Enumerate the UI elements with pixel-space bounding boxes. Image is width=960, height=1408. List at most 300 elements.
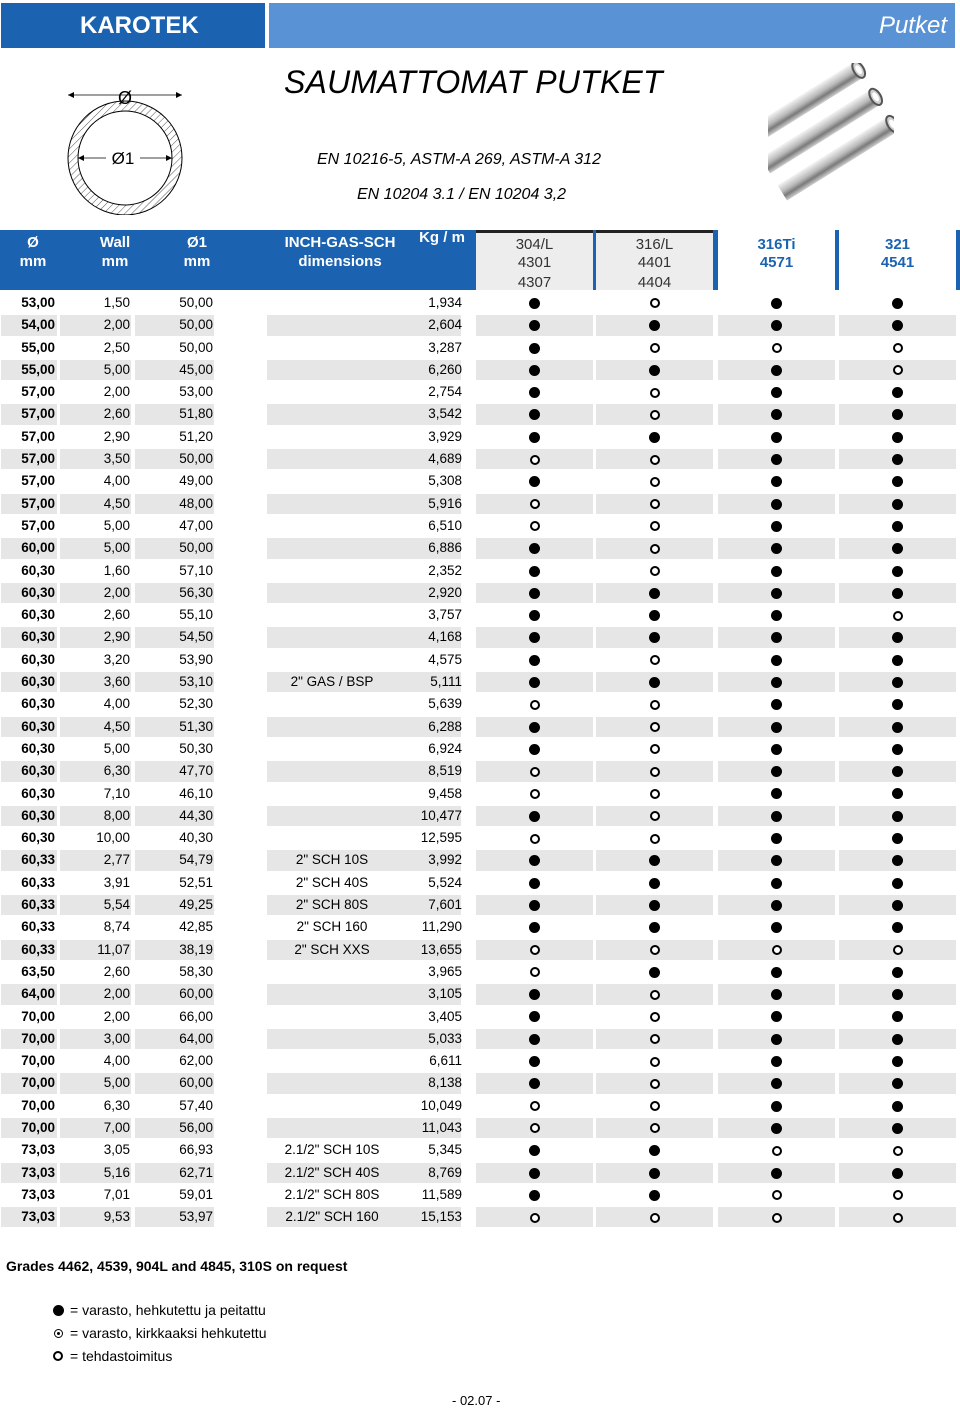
cell-weight: 10,049: [420, 1097, 462, 1113]
cell-availability-g1: [476, 1140, 593, 1160]
cell-inner-diameter: 62,71: [179, 1164, 213, 1180]
cell-outer-diameter: 60,30: [21, 584, 55, 600]
cell-outer-diameter: 60,30: [21, 629, 55, 645]
ring-dot-icon: [530, 700, 540, 710]
cell-availability-g4: [839, 940, 956, 960]
table-row: [0, 672, 960, 694]
cell-wall: 5,00: [103, 740, 130, 756]
cell-availability-g1: [476, 449, 593, 469]
cell-availability-g1: [476, 494, 593, 514]
cell-inch-dimension: [267, 471, 397, 491]
cell-inner-diameter: 64,00: [179, 1030, 213, 1046]
cell-availability-g2: [596, 850, 713, 870]
cell-wall: 8,74: [103, 919, 130, 935]
cell-wall: 3,20: [103, 651, 130, 667]
full-dot-icon: [649, 967, 660, 978]
col-inch: INCH-GAS-SCH dimensions: [284, 234, 396, 270]
cell-weight: 2,920: [428, 584, 462, 600]
cell-availability-g4: [839, 1118, 956, 1138]
cell-availability-g3: [718, 850, 835, 870]
cell-availability-g3: [718, 605, 835, 625]
ring-dot-icon: [772, 343, 782, 353]
cell-availability-g1: [476, 583, 593, 603]
full-dot-icon: [649, 677, 660, 688]
cell-availability-g3: [718, 873, 835, 893]
cell-weight: 4,575: [428, 651, 462, 667]
cell-wall: 2,60: [103, 406, 130, 422]
cell-outer-diameter: 60,30: [21, 785, 55, 801]
ring-dot-icon: [650, 1213, 660, 1223]
col-grade-321: 321 4541: [839, 230, 956, 290]
cell-availability-g2: [596, 605, 713, 625]
cell-weight: 2,352: [428, 562, 462, 578]
cell-weight: 6,611: [429, 1053, 462, 1069]
cell-availability-g3: [718, 449, 835, 469]
ring-dot-icon: [530, 945, 540, 955]
pipe-table-body: [0, 293, 960, 1229]
cell-availability-g4: [839, 717, 956, 737]
full-dot-icon: [529, 989, 540, 1000]
full-dot-icon: [892, 989, 903, 1000]
cell-weight: 5,524: [428, 874, 462, 890]
cell-availability-g2: [596, 1051, 713, 1071]
cell-availability-g2: [596, 360, 713, 380]
cell-availability-g2: [596, 1185, 713, 1205]
full-dot-icon: [771, 320, 782, 331]
cell-weight: 3,757: [428, 607, 462, 623]
cell-outer-diameter: 60,33: [21, 919, 55, 935]
cell-availability-g3: [718, 315, 835, 335]
full-dot-icon: [529, 632, 540, 643]
table-row: [0, 962, 960, 984]
full-dot-icon: [771, 610, 782, 621]
ring-dot-icon: [893, 611, 903, 621]
full-dot-icon: [771, 1034, 782, 1045]
full-dot-icon: [892, 454, 903, 465]
cell-outer-diameter: 57,00: [21, 451, 55, 467]
target-dot-icon: [54, 1329, 63, 1338]
cell-inner-diameter: 54,79: [179, 852, 213, 868]
cell-outer-diameter: 57,00: [21, 495, 55, 511]
cell-availability-g1: [476, 338, 593, 358]
ring-dot-icon: [893, 945, 903, 955]
page-number: - 02.07 -: [452, 1393, 501, 1408]
cell-availability-g3: [718, 1163, 835, 1183]
full-dot-icon: [771, 855, 782, 866]
cell-availability-g2: [596, 895, 713, 915]
cell-availability-g3: [718, 1118, 835, 1138]
full-dot-icon: [649, 1168, 660, 1179]
table-row: [0, 338, 960, 360]
cell-weight: 8,769: [428, 1164, 462, 1180]
cell-availability-g2: [596, 984, 713, 1004]
full-dot-icon: [892, 499, 903, 510]
cell-inner-diameter: 54,50: [179, 629, 213, 645]
full-dot-icon: [892, 788, 903, 799]
full-dot-icon: [892, 699, 903, 710]
cell-inner-diameter: 45,00: [179, 361, 213, 377]
full-dot-icon: [529, 1168, 540, 1179]
table-row: [0, 784, 960, 806]
cell-availability-g3: [718, 650, 835, 670]
cell-wall: 5,00: [103, 517, 130, 533]
full-dot-icon: [529, 543, 540, 554]
cell-availability-g2: [596, 427, 713, 447]
cell-inch-dimension: [267, 1007, 397, 1027]
full-dot-icon: [892, 878, 903, 889]
section-header: [269, 3, 955, 48]
cell-availability-g4: [839, 1163, 956, 1183]
table-row: [0, 1029, 960, 1051]
full-dot-icon: [771, 811, 782, 822]
cell-availability-g4: [839, 360, 956, 380]
ring-dot-icon: [530, 521, 540, 531]
cell-outer-diameter: 60,30: [21, 562, 55, 578]
cell-inch-dimension: 2.1/2" SCH 40S: [284, 1164, 380, 1180]
cell-inner-diameter: 60,00: [179, 986, 213, 1002]
cell-availability-g1: [476, 1163, 593, 1183]
table-row: [0, 360, 960, 382]
full-dot-icon: [649, 588, 660, 599]
full-dot-icon: [771, 655, 782, 666]
ring-dot-icon: [893, 365, 903, 375]
cell-wall: 4,00: [103, 473, 130, 489]
table-row: [0, 828, 960, 850]
full-dot-icon: [892, 1034, 903, 1045]
table-row: [0, 917, 960, 939]
cell-inch-dimension: [267, 806, 397, 826]
cell-availability-g4: [839, 1029, 956, 1049]
cell-inch-dimension: 2" SCH 10S: [295, 852, 369, 868]
cell-inner-diameter: 44,30: [179, 807, 213, 823]
cell-wall: 11,07: [97, 941, 130, 957]
cell-outer-diameter: 70,00: [21, 1053, 55, 1069]
col-grade-304: 304/L 4301 4307: [476, 230, 593, 290]
ring-dot-icon: [893, 1146, 903, 1156]
cell-availability-g3: [718, 538, 835, 558]
cell-outer-diameter: 53,00: [21, 295, 55, 310]
full-dot-icon: [529, 744, 540, 755]
cell-inner-diameter: 53,00: [179, 384, 213, 400]
full-dot-icon: [892, 811, 903, 822]
cell-outer-diameter: 64,00: [21, 986, 55, 1002]
full-dot-icon: [529, 365, 540, 376]
full-dot-icon: [892, 1123, 903, 1134]
cell-availability-g2: [596, 962, 713, 982]
legend-text: = tehdastoimitus: [70, 1348, 173, 1364]
full-dot-icon: [771, 744, 782, 755]
full-dot-icon: [529, 1078, 540, 1089]
cell-availability-g1: [476, 1118, 593, 1138]
ring-dot-icon: [650, 388, 660, 398]
cell-availability-g3: [718, 917, 835, 937]
cell-availability-g1: [476, 516, 593, 536]
col-d1: Ø1 mm: [183, 234, 211, 270]
cell-inch-dimension: [267, 360, 397, 380]
ring-dot-icon: [650, 544, 660, 554]
cell-weight: 2,604: [428, 317, 462, 333]
full-dot-icon: [53, 1305, 64, 1316]
cell-availability-g4: [839, 917, 956, 937]
cell-inch-dimension: [267, 828, 397, 848]
cell-availability-g1: [476, 1207, 593, 1227]
ring-dot-icon: [650, 811, 660, 821]
col-grade-316: 316/L 4401 4404: [596, 230, 713, 290]
cell-weight: 1,934: [428, 295, 462, 310]
table-row: [0, 873, 960, 895]
cell-availability-g3: [718, 338, 835, 358]
ring-dot-icon: [530, 1101, 540, 1111]
ring-dot-icon: [650, 1012, 660, 1022]
cell-inner-diameter: 51,80: [179, 406, 213, 422]
cell-outer-diameter: 55,00: [21, 361, 55, 377]
cell-outer-diameter: 57,00: [21, 473, 55, 489]
cell-outer-diameter: 60,30: [21, 718, 55, 734]
cell-availability-g3: [718, 717, 835, 737]
cell-availability-g4: [839, 873, 956, 893]
cell-availability-g2: [596, 293, 713, 313]
cell-weight: 3,287: [428, 339, 462, 355]
cell-availability-g1: [476, 605, 593, 625]
full-dot-icon: [649, 878, 660, 889]
cell-availability-g1: [476, 561, 593, 581]
cell-availability-g3: [718, 583, 835, 603]
cell-availability-g4: [839, 627, 956, 647]
cell-inch-dimension: [267, 717, 397, 737]
cell-availability-g1: [476, 739, 593, 759]
legend-item-stock-annealed: [50, 1302, 266, 1318]
ring-dot-icon: [893, 1190, 903, 1200]
full-dot-icon: [649, 632, 660, 643]
full-dot-icon: [771, 1101, 782, 1112]
cell-availability-g4: [839, 895, 956, 915]
ring-dot-icon: [530, 499, 540, 509]
ring-dot-icon: [650, 1034, 660, 1044]
cell-availability-g4: [839, 538, 956, 558]
full-dot-icon: [529, 1056, 540, 1067]
ring-dot-icon: [530, 455, 540, 465]
cell-inner-diameter: 57,40: [179, 1097, 213, 1113]
cell-availability-g4: [839, 1007, 956, 1027]
cell-wall: 6,30: [103, 763, 130, 779]
full-dot-icon: [771, 521, 782, 532]
cell-wall: 2,90: [103, 629, 130, 645]
cell-availability-g4: [839, 1185, 956, 1205]
legend-item-stock-bright: [50, 1325, 267, 1341]
cell-availability-g2: [596, 1073, 713, 1093]
cell-availability-g3: [718, 1073, 835, 1093]
cell-availability-g1: [476, 293, 593, 313]
cell-outer-diameter: 57,00: [21, 384, 55, 400]
table-row: [0, 895, 960, 917]
cell-availability-g4: [839, 1096, 956, 1116]
cell-availability-g3: [718, 672, 835, 692]
cell-availability-g3: [718, 1096, 835, 1116]
full-dot-icon: [529, 811, 540, 822]
ring-dot-icon: [650, 410, 660, 420]
cell-inner-diameter: 58,30: [179, 963, 213, 979]
cell-inch-dimension: [267, 583, 397, 603]
cell-inch-dimension: [267, 627, 397, 647]
cell-availability-g4: [839, 293, 956, 313]
cell-inch-dimension: [267, 315, 397, 335]
cell-availability-g4: [839, 338, 956, 358]
table-row: [0, 561, 960, 583]
cell-availability-g2: [596, 672, 713, 692]
full-dot-icon: [892, 766, 903, 777]
pipe-cross-section-diagram: [60, 80, 190, 215]
table-row: [0, 761, 960, 783]
cell-availability-g2: [596, 717, 713, 737]
cell-inner-diameter: 53,10: [179, 674, 213, 690]
cell-inch-dimension: [267, 694, 397, 714]
cell-availability-g3: [718, 984, 835, 1004]
cell-availability-g2: [596, 940, 713, 960]
page-title: SAUMATTOMAT PUTKET: [284, 64, 663, 100]
cell-availability-g1: [476, 1007, 593, 1027]
cell-availability-g3: [718, 895, 835, 915]
cell-wall: 4,50: [103, 495, 130, 511]
full-dot-icon: [649, 610, 660, 621]
cell-availability-g4: [839, 1140, 956, 1160]
cell-availability-g4: [839, 694, 956, 714]
full-dot-icon: [771, 566, 782, 577]
cell-wall: 2,00: [103, 986, 130, 1002]
full-dot-icon: [529, 610, 540, 621]
cell-inner-diameter: 66,00: [179, 1008, 213, 1024]
table-row: [0, 1007, 960, 1029]
cell-wall: 4,00: [103, 696, 130, 712]
cell-availability-g2: [596, 382, 713, 402]
cell-outer-diameter: 54,00: [21, 317, 55, 333]
cell-inch-dimension: [267, 293, 397, 313]
cell-outer-diameter: 70,00: [21, 1097, 55, 1113]
cell-inner-diameter: 40,30: [179, 830, 213, 846]
legend-text: = varasto, kirkkaaksi hehkutettu: [70, 1325, 267, 1341]
cell-inch-dimension: [267, 962, 397, 982]
cell-availability-g3: [718, 962, 835, 982]
cell-outer-diameter: 73,03: [21, 1209, 55, 1225]
cell-inner-diameter: 62,00: [179, 1053, 213, 1069]
table-row: [0, 1096, 960, 1118]
table-row: [0, 1073, 960, 1095]
cell-inner-diameter: 59,01: [179, 1186, 213, 1202]
brand-header: [1, 3, 265, 48]
cell-weight: 5,308: [428, 473, 462, 489]
cell-outer-diameter: 73,03: [21, 1164, 55, 1180]
cell-wall: 4,50: [103, 718, 130, 734]
cell-inner-diameter: 46,10: [179, 785, 213, 801]
cell-availability-g1: [476, 1096, 593, 1116]
cell-weight: 12,595: [420, 830, 462, 846]
cell-weight: 3,105: [428, 986, 462, 1002]
cell-inner-diameter: 53,90: [179, 651, 213, 667]
ring-dot-icon: [650, 499, 660, 509]
cell-wall: 3,91: [103, 874, 130, 890]
table-row: [0, 315, 960, 337]
full-dot-icon: [771, 1056, 782, 1067]
ring-dot-icon: [530, 967, 540, 977]
cell-wall: 3,00: [103, 1030, 130, 1046]
cell-outer-diameter: 60,30: [21, 674, 55, 690]
ring-dot-icon: [650, 744, 660, 754]
full-dot-icon: [892, 1011, 903, 1022]
cell-availability-g4: [839, 449, 956, 469]
full-dot-icon: [771, 699, 782, 710]
full-dot-icon: [771, 1078, 782, 1089]
full-dot-icon: [529, 1145, 540, 1156]
ring-dot-icon: [650, 1079, 660, 1089]
cell-availability-g1: [476, 984, 593, 1004]
full-dot-icon: [771, 543, 782, 554]
table-row: [0, 717, 960, 739]
full-dot-icon: [649, 855, 660, 866]
cell-inner-diameter: 52,51: [179, 874, 213, 890]
cell-availability-g1: [476, 315, 593, 335]
cell-weight: 4,168: [428, 629, 462, 645]
cell-availability-g4: [839, 583, 956, 603]
cell-inner-diameter: 47,00: [179, 517, 213, 533]
cell-availability-g1: [476, 962, 593, 982]
table-row: [0, 940, 960, 962]
full-dot-icon: [649, 1190, 660, 1201]
cell-availability-g2: [596, 583, 713, 603]
cell-availability-g2: [596, 761, 713, 781]
full-dot-icon: [892, 521, 903, 532]
ring-dot-icon: [650, 767, 660, 777]
cell-inner-diameter: 50,30: [179, 740, 213, 756]
cell-weight: 10,477: [420, 807, 462, 823]
ring-dot-icon: [53, 1351, 63, 1361]
full-dot-icon: [529, 476, 540, 487]
cell-availability-g2: [596, 538, 713, 558]
full-dot-icon: [771, 922, 782, 933]
cell-weight: 4,689: [428, 451, 462, 467]
full-dot-icon: [892, 967, 903, 978]
cell-wall: 8,00: [103, 807, 130, 823]
cell-availability-g2: [596, 561, 713, 581]
table-row: [0, 984, 960, 1006]
cell-inch-dimension: 2" SCH 40S: [295, 874, 369, 890]
ring-dot-icon: [530, 834, 540, 844]
cell-wall: 2,00: [103, 317, 130, 333]
cell-availability-g1: [476, 850, 593, 870]
full-dot-icon: [529, 298, 540, 309]
full-dot-icon: [892, 632, 903, 643]
ring-dot-icon: [893, 343, 903, 353]
cell-inch-dimension: [267, 449, 397, 469]
cell-weight: 8,519: [428, 763, 462, 779]
ring-dot-icon: [650, 455, 660, 465]
cell-outer-diameter: 60,00: [21, 540, 55, 556]
full-dot-icon: [529, 1190, 540, 1201]
full-dot-icon: [771, 833, 782, 844]
cell-outer-diameter: 70,00: [21, 1030, 55, 1046]
cell-availability-g2: [596, 404, 713, 424]
cell-wall: 2,00: [103, 584, 130, 600]
cell-wall: 2,90: [103, 428, 130, 444]
cell-outer-diameter: 73,03: [21, 1142, 55, 1158]
cell-weight: 13,655: [420, 941, 462, 957]
cell-availability-g4: [839, 984, 956, 1004]
ring-dot-icon: [650, 343, 660, 353]
cell-outer-diameter: 60,30: [21, 830, 55, 846]
cell-availability-g3: [718, 784, 835, 804]
cell-availability-g3: [718, 1007, 835, 1027]
full-dot-icon: [771, 900, 782, 911]
cell-weight: 6,288: [428, 718, 462, 734]
cell-inner-diameter: 50,00: [179, 339, 213, 355]
